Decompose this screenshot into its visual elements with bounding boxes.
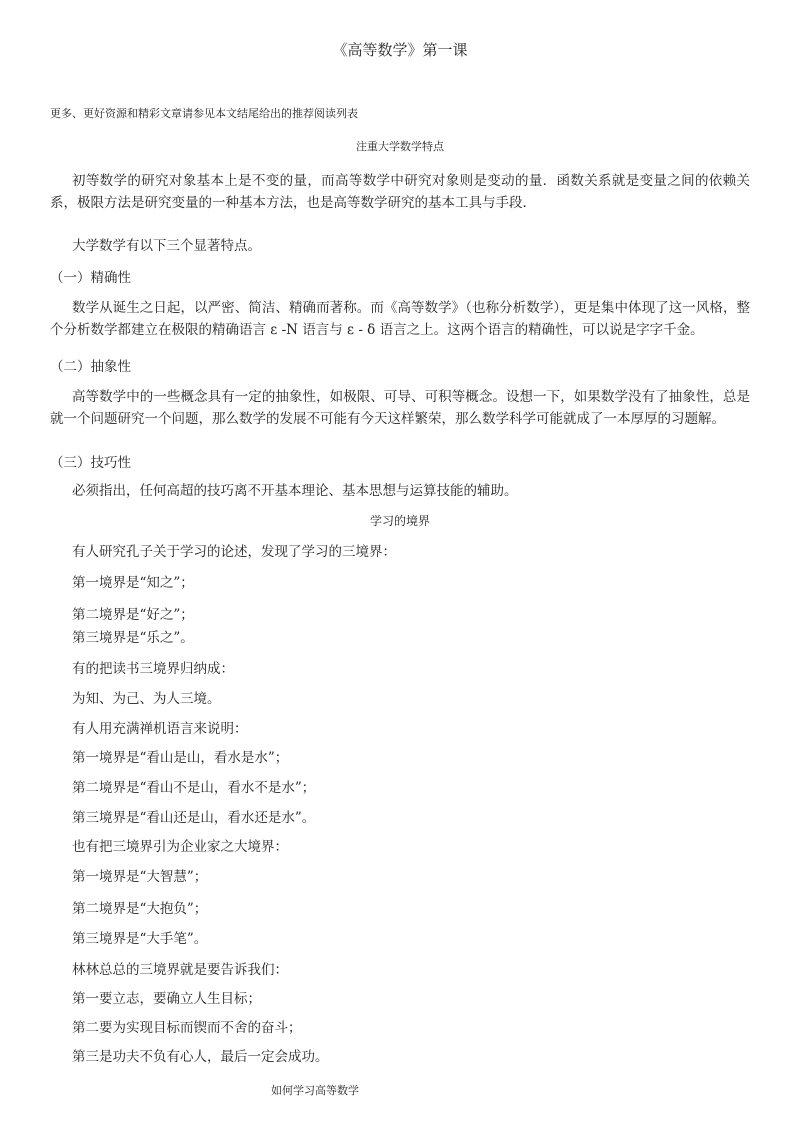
feature3-paragraph: 必须指出，任何高超的技巧离不开基本理论、基本思想与运算技能的辅助。 (72, 483, 518, 499)
next-section-title: 如何学习高等数学 (271, 1084, 359, 1097)
list-item: 有人研究孔子关于学习的论述，发现了学习的三境界： (72, 544, 396, 560)
section-title-features: 注重大学数学特点 (356, 140, 444, 153)
list-item: 也有把三境界引为企业家之大境界： (72, 839, 288, 855)
section-title-learning: 学习的境界 (369, 514, 430, 528)
list-item: 有人用充满禅机语言来说明： (72, 721, 248, 737)
feature1-paragraph: 数学从诞生之日起，以严密、简洁、精确而著称。而《高等数学》（也称分析数学），更是集中体现了这一风格，整个分析数学都建立在极限的精确语言 ε -N 语言与 ε - δ 语言之上。这两个语言的精确性，可以说是字字千金。 (50, 300, 750, 338)
list-item: 第二要为实现目标而锲而不舍的奋斗； (72, 1020, 302, 1036)
list-item: 有的把读书三境界归纳成： (72, 661, 234, 677)
list-item: 林林总总的三境界就是要告诉我们： (72, 962, 288, 978)
list-item: 第一境界是“知之”； (72, 575, 194, 591)
resource-note: 更多、更好资源和精彩文章请参见本文结尾给出的推荐阅读列表 (50, 107, 358, 120)
list-item: 第三境界是“大手笔”。 (72, 931, 208, 947)
intro-paragraph: 初等数学的研究对象基本上是不变的量，而高等数学中研究对象则是变动的量．函数关系就是变量之间的依赖关系，极限方法是研究变量的一种基本方法，也是高等数学研究的基本工具与手段． (50, 173, 750, 211)
list-item: 第一境界是“大智慧”； (72, 869, 208, 885)
list-item: 第三境界是“看山还是山，看水还是水”。 (72, 810, 316, 826)
feature2-paragraph: 高等数学中的一些概念具有一定的抽象性，如极限、可导、可积等概念。设想一下，如果数学没有了抽象性，总是就一个问题研究一个问题，那么数学的发展不可能有今天这样繁荣，那么数学科学可能就成了一本厚厚的习题解。 (50, 389, 750, 427)
list-item: 第三是功夫不负有心人，最后一定会成功。 (72, 1049, 329, 1065)
list-item: 第二境界是“大抱负”； (72, 901, 208, 917)
list-item: 第一要立志，要确立人生目标； (72, 991, 261, 1007)
list-item: 第二境界是“看山不是山，看水不是水”； (72, 780, 316, 796)
document-title: 《高等数学》第一课 (332, 41, 468, 59)
feature1-heading: （一）精确性 (50, 270, 131, 286)
feature2-heading: （二）抽象性 (50, 359, 131, 375)
feature3-heading: （三）技巧性 (50, 455, 131, 471)
list-item: 为知、为己、为人三境。 (72, 691, 221, 707)
list-item: 第一境界是“看山是山，看水是水”； (72, 750, 289, 766)
list-item: 第二境界是“好之”； (72, 607, 194, 623)
three-features-line: 大学数学有以下三个显著特点。 (72, 238, 261, 254)
list-item: 第三境界是“乐之”。 (72, 630, 194, 646)
